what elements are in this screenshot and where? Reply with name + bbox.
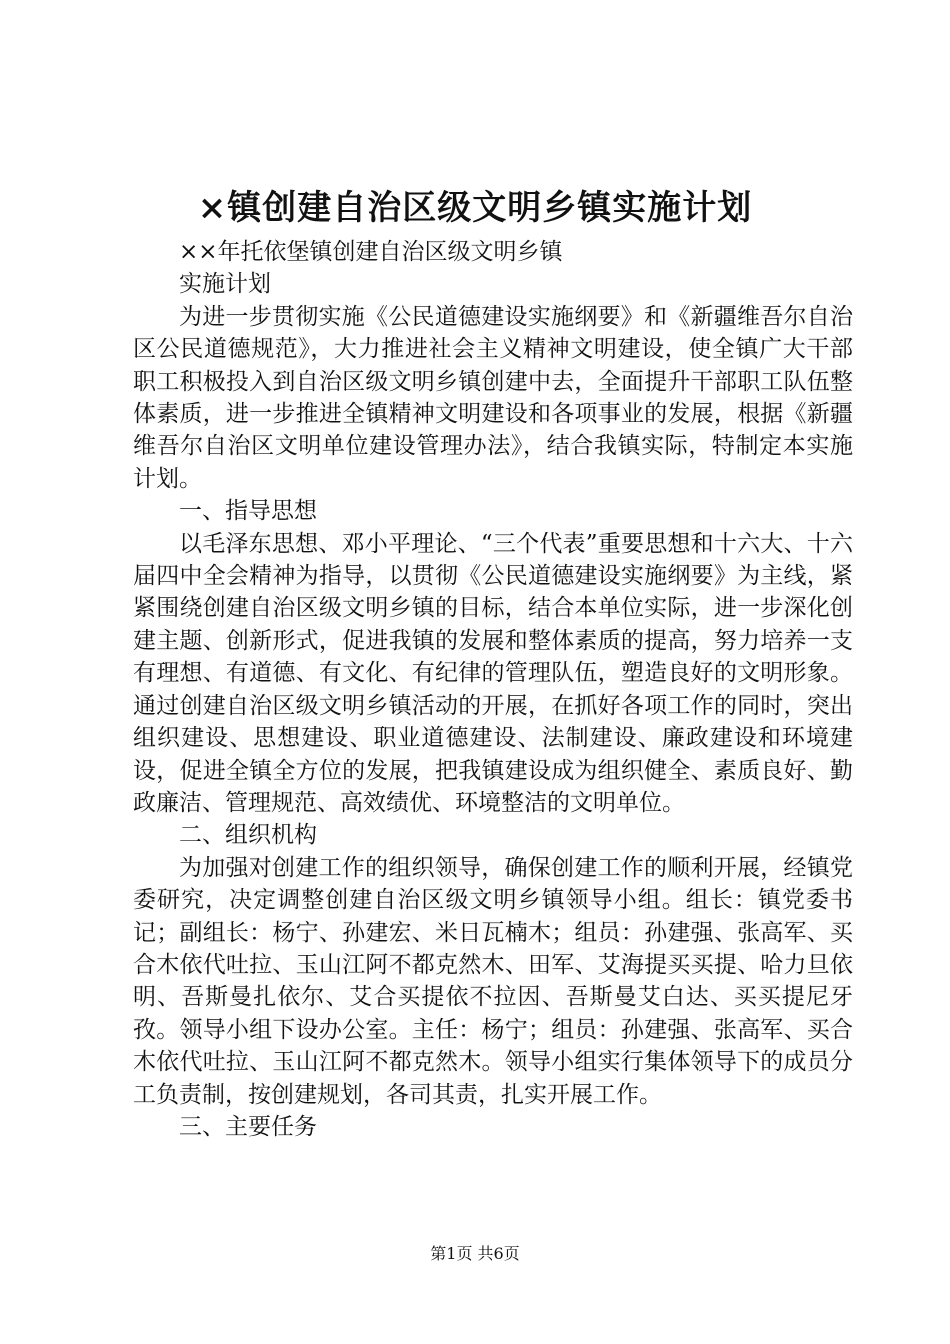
document-title: ×镇创建自治区级文明乡镇实施计划 xyxy=(197,188,753,228)
section-heading-guiding-ideology: 一、指导思想 xyxy=(179,498,317,525)
paragraph-organization: 为加强对创建工作的组织领导，确保创建工作的顺利开展，经镇党委研究，决定调整创建自治区级文明乡镇领导小组。组长：镇党委书记；副组长：杨宁、孙建宏、米日瓦楠木；组员：孙建强、张高军、买合木依代吐拉、玉山江阿不都克然木、田军、艾海提买买提、哈力旦依明、吾斯曼扎依尔、艾合买提依不拉因、吾斯曼艾白达、买买提尼牙孜。领导小组下设办公室。主任：杨宁；组员：孙建强、张高军、买合木依代吐拉、玉山江阿不都克然木。领导小组实行集体领导下的成员分工负责制，按创建规划，各司其责，扎实开展工作。 xyxy=(133,854,853,1108)
section-heading-organization: 二、组织机构 xyxy=(179,822,317,849)
document-body xyxy=(133,236,853,1143)
page-footer: 第1页 共6页 xyxy=(430,1244,520,1263)
subtitle-line-1: ××年托依堡镇创建自治区级文明乡镇 xyxy=(179,239,563,265)
subtitle-line-2: 实施计划 xyxy=(179,271,271,298)
section-heading-main-tasks: 三、主要任务 xyxy=(179,1113,317,1140)
paragraph-guiding-ideology: 以毛泽东思想、邓小平理论、“三个代表”重要思想和十六大、十六届四中全会精神为指导，以贯彻《公民道德建设实施纲要》为主线，紧紧围绕创建自治区级文明乡镇的目标，结合本单位实际，进一步深化创建主题、创新形式，促进我镇的发展和整体素质的提高，努力培养一支有理想、有道德、有文化、有纪律的管理队伍，塑造良好的文明形象。通过创建自治区级文明乡镇活动的开展，在抓好各项工作的同时，突出组织建设、思想建设、职业道德建设、法制建设、廉政建设和环境建设，促进全镇全方位的发展，把我镇建设成为组织健全、素质良好、勤政廉洁、管理规范、高效绩优、环境整洁的文明单位。 xyxy=(133,530,853,816)
paragraph-intro: 为进一步贯彻实施《公民道德建设实施纲要》和《新疆维吾尔自治区公民道德规范》，大力推进社会主义精神文明建设，使全镇广大干部职工积极投入到自治区级文明乡镇创建中去，全面提升干部职工队伍整体素质，进一步推进全镇精神文明建设和各项事业的发展，根据《新疆维吾尔自治区文明单位建设管理办法》，结合我镇实际，特制定本实施计划。 xyxy=(133,303,853,492)
